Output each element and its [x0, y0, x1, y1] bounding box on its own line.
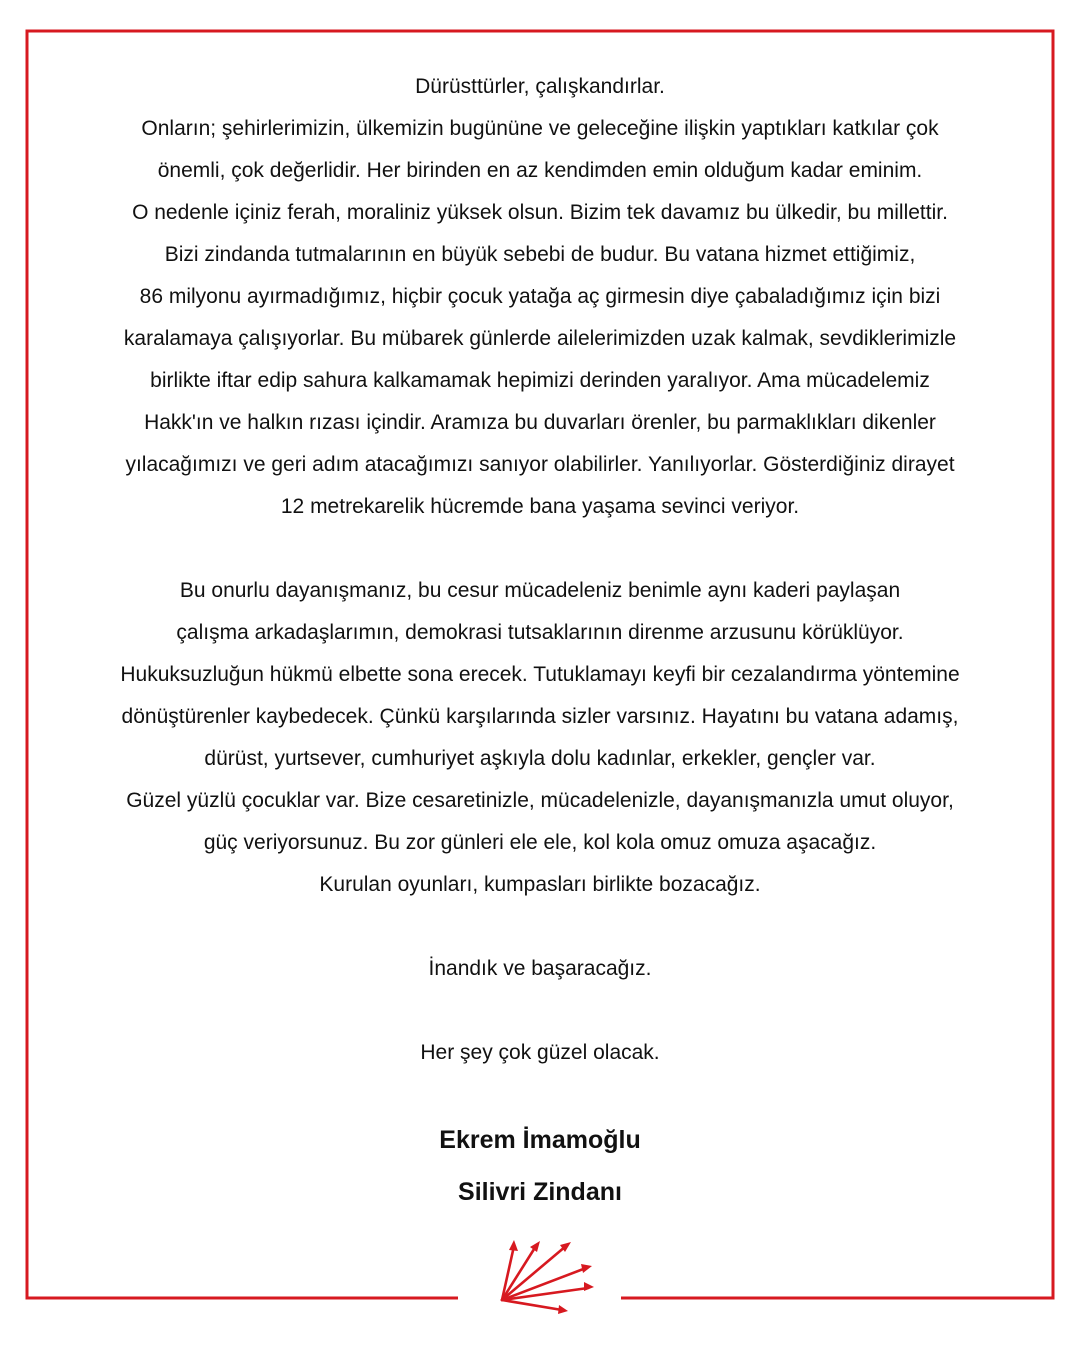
closing-line-1 [50, 948, 1030, 990]
text-line: 12 metrekarelik hücremde bana yaşama sevinci veriyor. [280, 495, 800, 518]
text-line: Her şey çok güzel olacak. [420, 1041, 660, 1064]
text-line: Bu onurlu dayanışmanız, bu cesur mücadeleniz benimle aynı kaderi paylaşan [179, 579, 901, 602]
text-line: çalışma arkadaşlarımın, demokrasi tutsaklarının direnme arzusunu körüklüyor. [176, 621, 904, 644]
text-line: Güzel yüzlü çocuklar var. Bize cesaretinizle, mücadelenizle, dayanışmanızla umut oluyor, [126, 789, 954, 812]
paragraph-spacer [50, 906, 1030, 948]
paragraph-1 [50, 66, 1030, 528]
text-line: Onların; şehirlerimizin, ülkemizin bugününe ve geleceğine ilişkin yaptıkları katkılar çok [141, 117, 939, 140]
text-line: dönüştürenler kaybedecek. Çünkü karşılarında sizler varsınız. Hayatını bu vatana adamış, [121, 705, 959, 728]
text-line: önemli, çok değerlidir. Her birinden en az kendimden emin olduğum kadar eminim. [157, 159, 923, 182]
closing-line-2 [50, 1032, 1030, 1074]
text-line: Bizi zindanda tutmalarının en büyük sebebi de budur. Bu vatana hizmet ettiğimiz, [164, 243, 916, 266]
text-line: İnandık ve başaracağız. [428, 957, 652, 980]
text-line: Dürüsttürler, çalışkandırlar. [415, 75, 665, 98]
paragraph-2 [50, 570, 1030, 906]
text-line: Kurulan oyunları, kumpasları birlikte bozacağız. [319, 873, 761, 896]
text-line: karalamaya çalışıyorlar. Bu mübarek günlerde ailelerimizden uzak kalmak, sevdiklerimizle [123, 327, 957, 350]
text-line: dürüst, yurtsever, cumhuriyet aşkıyla dolu kadınlar, erkekler, gençler var. [204, 747, 876, 770]
text-line: O nedenle içiniz ferah, moraliniz yüksek olsun. Bizim tek davamız bu ülkedir, bu millettir. [132, 201, 948, 224]
text-line: 86 milyonu ayırmadığımız, hiçbir çocuk yatağa aç girmesin diye çabaladığımız için bizi [139, 285, 941, 308]
letter-body [50, 66, 1030, 1074]
text-line: birlikte iftar edip sahura kalkamamak hepimizi derinden yaralıyor. Ama mücadelemiz [150, 369, 930, 392]
text-line: yılacağımızı ve geri adım atacağımızı sanıyor olabilirler. Yanılıyorlar. Gösterdiğiniz dirayet [125, 453, 955, 476]
paragraph-spacer [50, 528, 1030, 570]
paragraph-spacer [50, 990, 1030, 1032]
six-arrows-emblem-icon [478, 1232, 602, 1322]
signature-name: Ekrem İmamoğlu [439, 1126, 641, 1154]
text-line: Hukuksuzluğun hükmü elbette sona erecek. Tutuklamayı keyfi bir cezalandırma yöntemine [120, 663, 960, 686]
text-line: güç veriyorsunuz. Bu zor günleri ele ele, kol kola omuz omuza aşacağız. [203, 831, 877, 854]
text-line: Hakk'ın ve halkın rızası içindir. Aramıza bu duvarları örenler, bu parmaklıkları dikenler [144, 411, 936, 434]
signature-place: Silivri Zindanı [458, 1178, 622, 1206]
